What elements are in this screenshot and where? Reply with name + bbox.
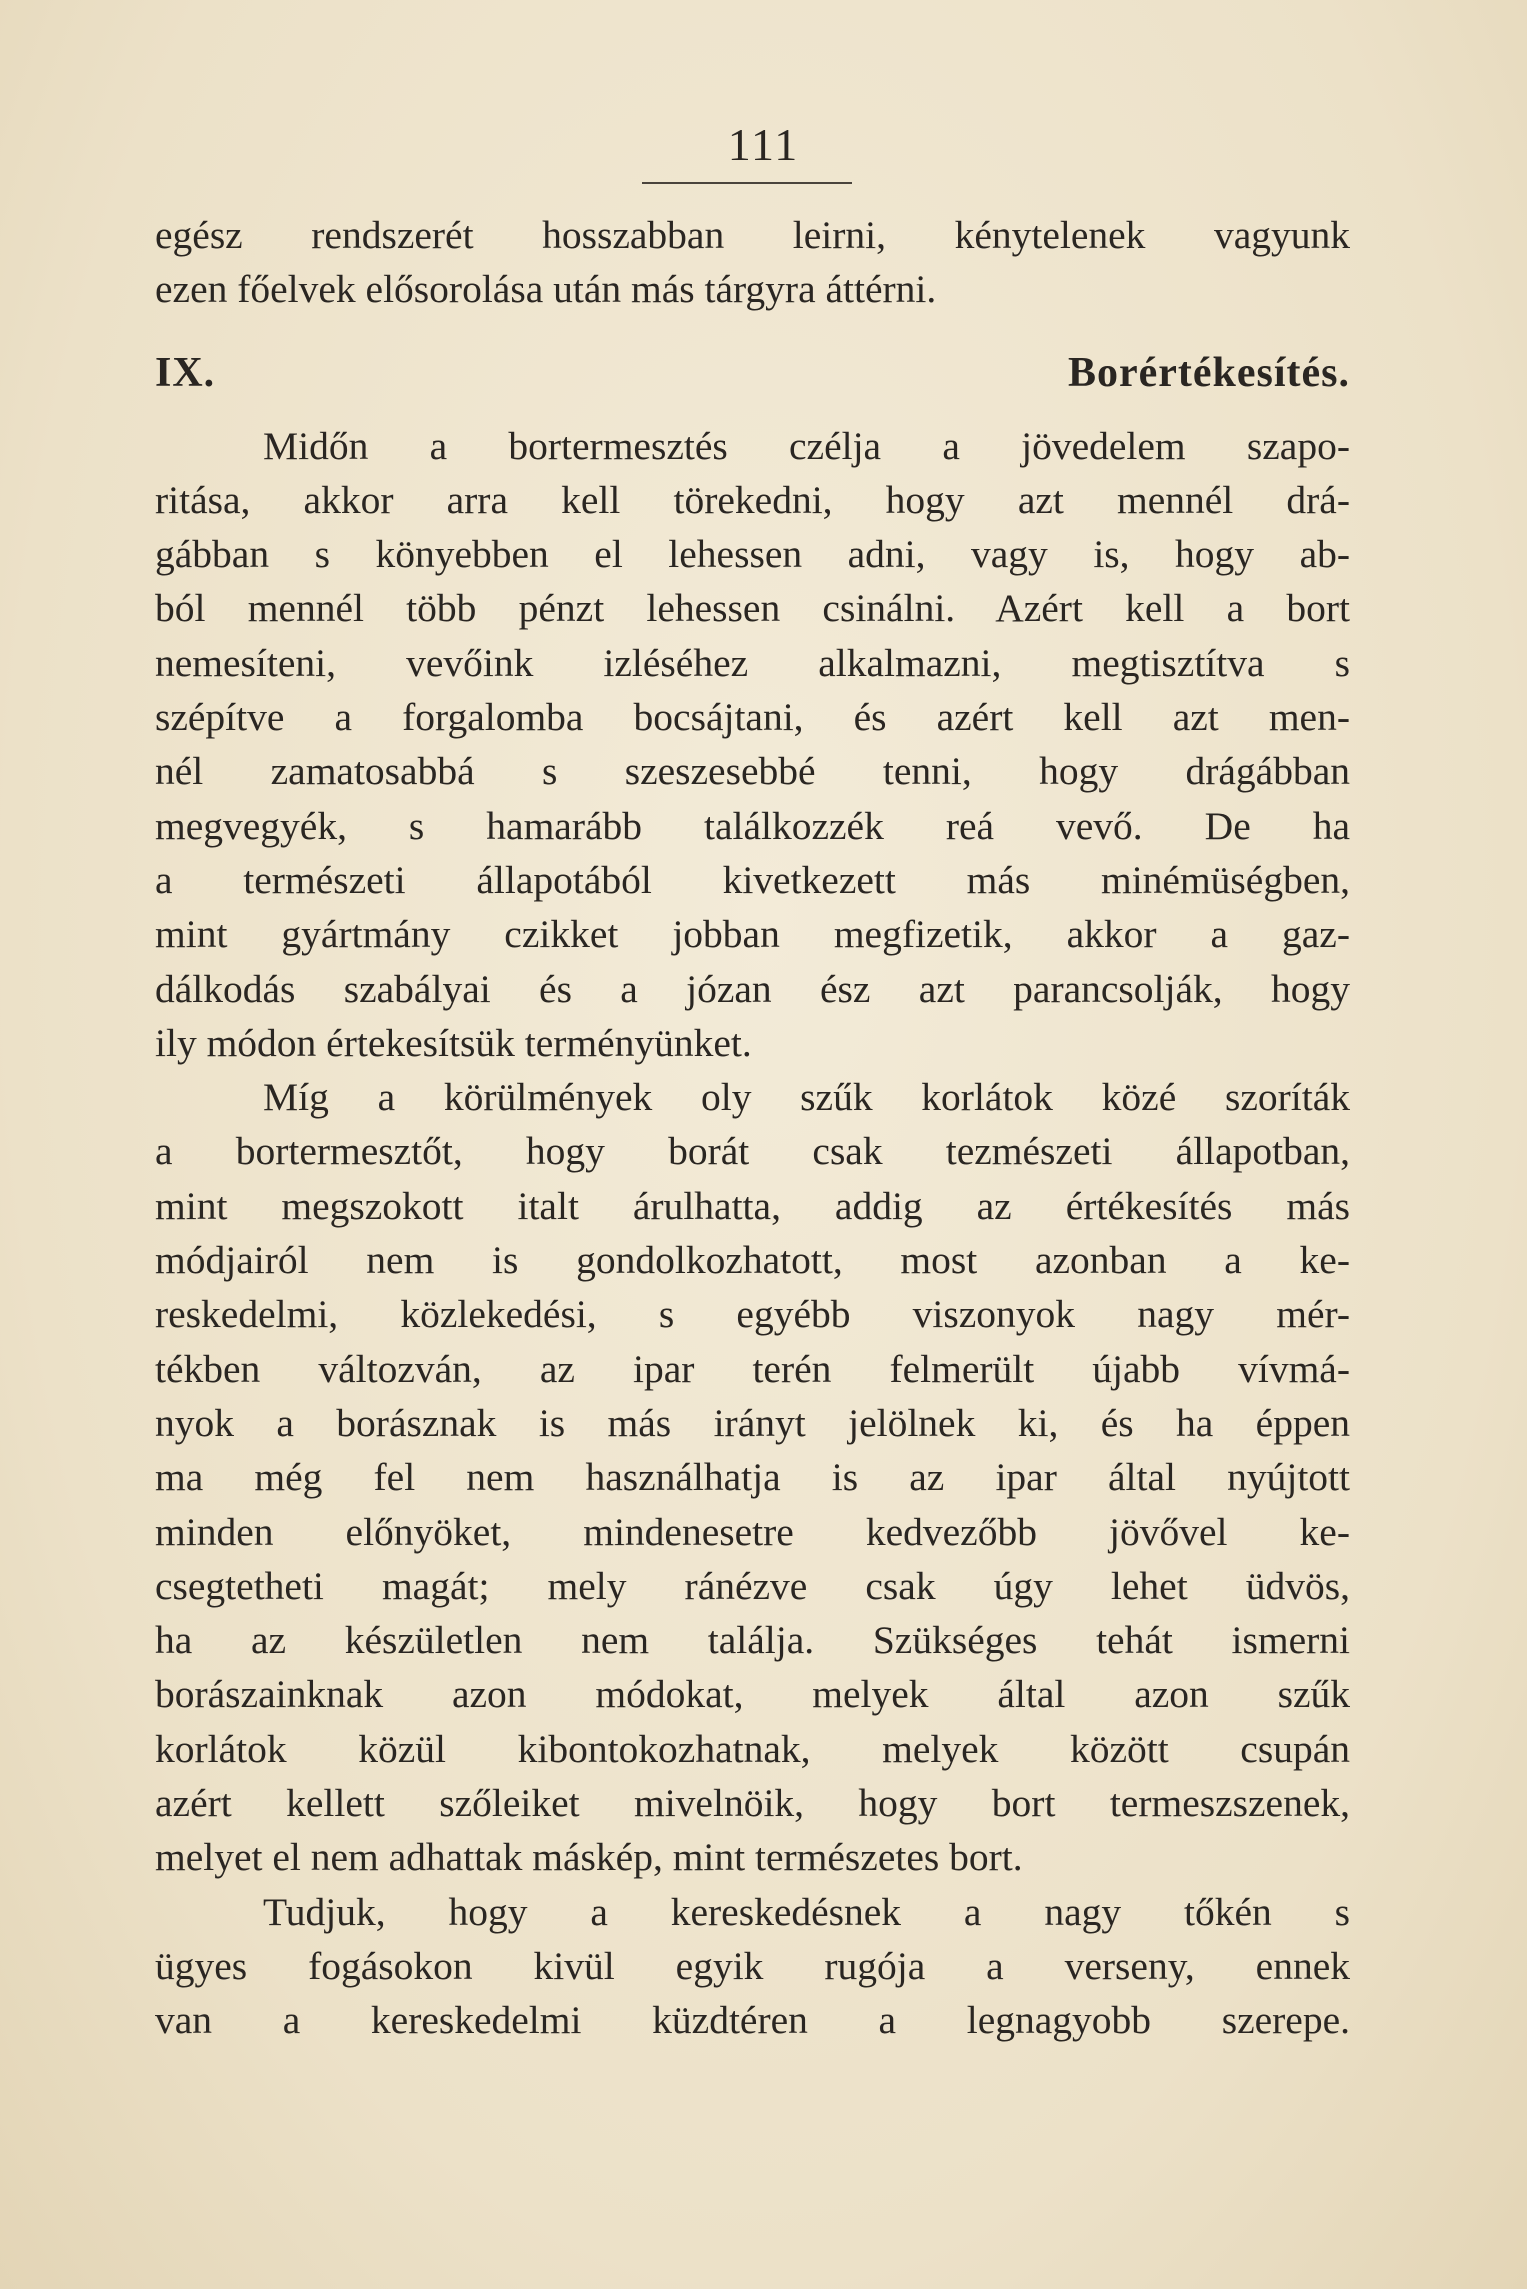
text-line: ezen főelvek elősorolása után más tárgyra áttérni.	[155, 267, 937, 312]
text-line: van a kereskedelmi küzdtéren a legnagyobb szerepe.	[155, 1998, 1350, 2043]
text-line: megvegyék, s hamarább találkozzék reá vevő. De ha	[155, 803, 1350, 848]
body-text	[155, 208, 1350, 2048]
text-line: borászainknak azon módokat, melyek által azon szűk	[155, 1672, 1350, 1717]
text-line: csegtetheti magát; mely ránézve csak úgy lehet üdvös,	[155, 1563, 1350, 1608]
text-line: ügyes fogásokon kivül egyik rugója a verseny, ennek	[155, 1943, 1350, 1988]
text-line: azért kellett szőleiket mivelnöik, hogy bort termeszszenek,	[155, 1781, 1350, 1826]
text-line: nyok a borásznak is más irányt jelölnek ki, és ha éppen	[155, 1400, 1350, 1445]
text-line: mint gyártmány czikket jobban megfizetik, akkor a gaz-	[155, 912, 1350, 957]
text-line: nemesíteni, vevőink izléséhez alkalmazni, megtisztítva s	[155, 640, 1350, 685]
text-line: Midőn a bortermesztés czélja a jövedelem szapo-	[263, 423, 1350, 468]
text-line: egész rendszerét hosszabban leirni, kénytelenek vagyunk	[155, 213, 1350, 257]
text-line: reskedelmi, közlekedési, s egyébb viszonyok nagy mér-	[155, 1292, 1350, 1337]
text-line: mint megszokott italt árulhatta, addig az értékesítés más	[155, 1183, 1350, 1228]
text-line: ritása, akkor arra kell törekedni, hogy azt mennél drá-	[155, 477, 1350, 522]
text-line: tékben változván, az ipar terén felmerült újabb vívmá-	[155, 1346, 1350, 1391]
text-line: a természeti állapotából kivetkezett más minémüségben,	[155, 857, 1350, 902]
text-line: nél zamatosabbá s szeszesebbé tenni, hogy drágábban	[155, 749, 1350, 794]
text-line: gábban s könyebben el lehessen adni, vagy is, hogy ab-	[155, 532, 1350, 577]
text-line: Míg a körülmények oly szűk korlátok közé szoríták	[263, 1075, 1350, 1120]
text-line: ily módon értekesítsük terményünket.	[155, 1020, 752, 1065]
page-number: 111	[727, 119, 800, 170]
page-header	[0, 118, 1527, 171]
text-line: korlátok közül kibontokozhatnak, melyek között csupán	[155, 1726, 1350, 1771]
text-line: a bortermesztőt, hogy borát csak tezmészeti állapotban,	[155, 1129, 1350, 1174]
paragraph	[155, 419, 1350, 1071]
text-line: ma még fel nem használhatja is az ipar által nyújtott	[155, 1455, 1350, 1500]
text-line: szépítve a forgalomba bocsájtani, és azért kell azt men-	[155, 695, 1350, 740]
header-rule	[642, 182, 852, 184]
text-line: ha az készületlen nem találja. Szükséges tehát ismerni	[155, 1618, 1350, 1663]
text-line: melyet el nem adhattak máskép, mint természetes bort.	[155, 1835, 1023, 1880]
text-line: minden előnyöket, mindenesetre kedvezőbb jövővel ke-	[155, 1509, 1350, 1554]
text-line: Tudjuk, hogy a kereskedésnek a nagy tőkén s	[263, 1889, 1350, 1934]
paragraph	[155, 1885, 1350, 2048]
text-line: ból mennél több pénzt lehessen csinálni. Azért kell a bort	[155, 586, 1350, 631]
text-line: módjairól nem is gondolkozhatott, most azonban a ke-	[155, 1238, 1350, 1283]
section-title: IX. Borértékesítés.	[155, 349, 1350, 396]
text-line: dálkodás szabályai és a józan ész azt parancsolják, hogy	[155, 966, 1350, 1011]
paragraph	[155, 1070, 1350, 1884]
